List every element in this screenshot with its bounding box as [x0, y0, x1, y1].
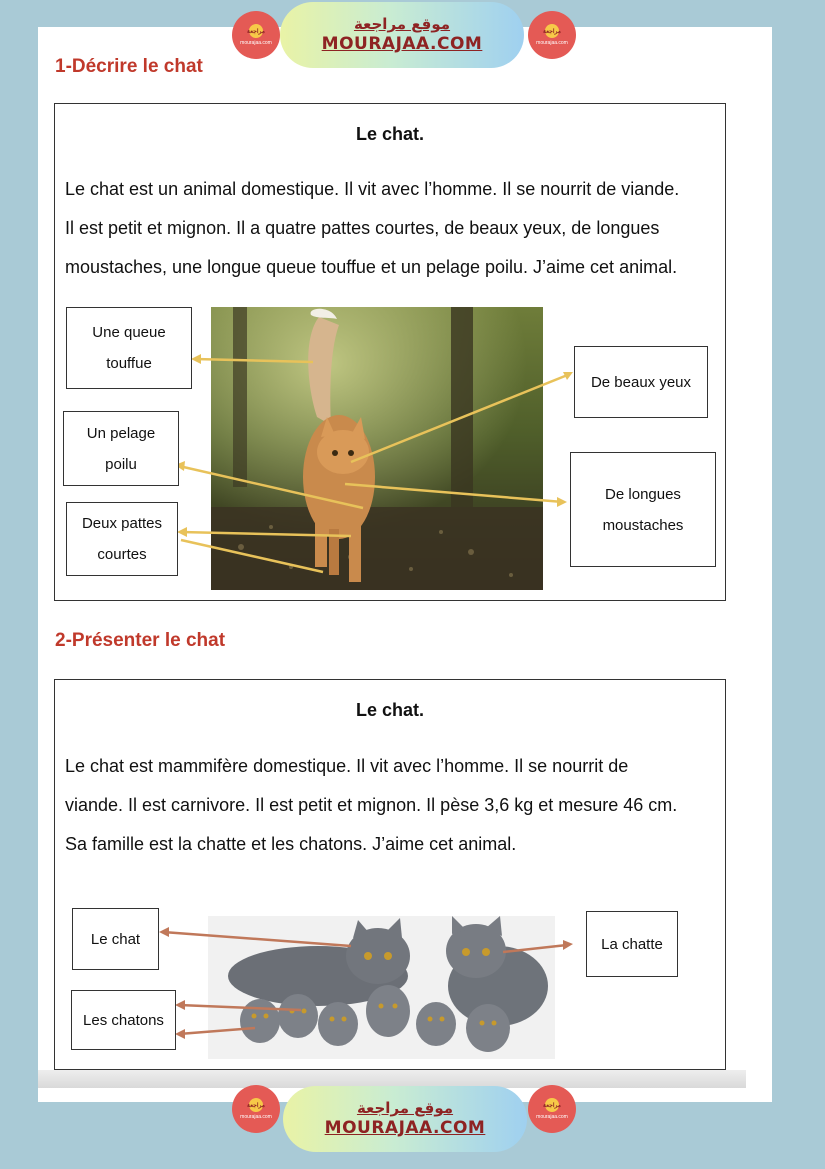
arrowhead-icon: [191, 354, 201, 364]
watermark-arabic: موقع مراجعة: [356, 1099, 454, 1117]
label-pattes: [66, 502, 178, 576]
watermark-badge-bottom[interactable]: [283, 1086, 527, 1152]
pointer-queue: [195, 359, 313, 362]
logo-badge-left-top: [232, 11, 280, 59]
label-line: moustaches: [602, 516, 684, 534]
label-chatte: [586, 911, 678, 977]
section1-doc-title: Le chat.: [355, 124, 425, 144]
label-line: La chatte: [601, 935, 663, 953]
logo-text: مراجعة: [247, 28, 266, 35]
label-queue: [66, 307, 192, 389]
label-line: Une queue: [92, 324, 166, 341]
pointer-chatons-1: [179, 1005, 301, 1010]
paragraph-line: Le chat est mammifère domestique. Il vit avec l’homme. Il se nourrit de: [65, 756, 629, 776]
paragraph-line: moustaches, une longue queue touffue et un pelage poilu. J’aime cet animal.: [65, 257, 678, 277]
paragraph-line: Il est petit et mignon. Il a quatre pattes courtes, de beaux yeux, de longues: [65, 218, 660, 238]
arrowhead-icon: [557, 497, 567, 507]
section1-heading: 1-Décrire le chat: [55, 56, 203, 77]
logo-badge-right-bottom: [528, 1085, 576, 1133]
logo-text: مراجعة: [247, 1102, 266, 1109]
label-line: De longues: [605, 485, 681, 503]
pointer-pattes-1: [181, 532, 351, 536]
pointer-yeux: [351, 374, 570, 462]
label-pelage: [63, 411, 179, 486]
label-line: courtes: [97, 546, 147, 563]
label-line: touffue: [106, 355, 152, 372]
logo-badge-right-top: [528, 11, 576, 59]
paragraph-line: viande. Il est carnivore. Il est petit et mignon. Il pèse 3,6 kg et mesure 46 cm.: [65, 795, 678, 815]
logo-subtext: mourajaa.com: [536, 40, 568, 46]
arrowhead-icon: [177, 527, 187, 537]
paragraph-line: Le chat est un animal domestique. Il vit avec l’homme. Il se nourrit de viande.: [65, 179, 680, 199]
label-line: Le chat: [90, 930, 141, 948]
logo-subtext: mourajaa.com: [536, 1114, 568, 1120]
label-chat: [72, 908, 159, 970]
pointer-chatte: [503, 945, 567, 952]
watermark-latin: MOURAJAA.COM: [324, 1118, 486, 1138]
label-yeux: [574, 346, 708, 418]
label-line: Les chatons: [83, 1011, 164, 1029]
arrowhead-icon: [175, 1029, 185, 1039]
section2-heading: 2-Présenter le chat: [55, 630, 226, 651]
arrowhead-icon: [175, 1000, 185, 1010]
section2-frame: [54, 679, 726, 1070]
pointer-chat: [163, 932, 351, 946]
arrowhead-icon: [563, 940, 573, 950]
watermark-latin: MOURAJAA.COM: [321, 34, 483, 54]
pointer-pattes-2: [181, 540, 323, 572]
logo-badge-left-bottom: [232, 1085, 280, 1133]
label-chatons: [71, 990, 176, 1050]
label-line: Un pelage: [86, 424, 156, 442]
pointer-pelage: [179, 466, 363, 508]
label-line: Deux pattes: [81, 515, 163, 532]
section1-frame: [54, 103, 726, 601]
label-line: De beaux yeux: [590, 373, 692, 391]
logo-subtext: mourajaa.com: [240, 40, 272, 46]
arrowhead-icon: [159, 927, 169, 937]
watermark-arabic: موقع مراجعة: [353, 15, 451, 33]
pointer-moustaches: [345, 484, 563, 502]
pointer-chatons-2: [179, 1028, 255, 1034]
logo-text: مراجعة: [543, 1102, 562, 1109]
paragraph-line: Sa famille est la chatte et les chatons. J’aime cet animal.: [65, 834, 517, 854]
label-moustaches: [570, 452, 716, 567]
section2-doc-title: Le chat.: [355, 700, 425, 720]
logo-subtext: mourajaa.com: [240, 1114, 272, 1120]
watermark-badge-top[interactable]: [280, 2, 524, 68]
logo-text: مراجعة: [543, 28, 562, 35]
label-line: poilu: [105, 455, 137, 473]
